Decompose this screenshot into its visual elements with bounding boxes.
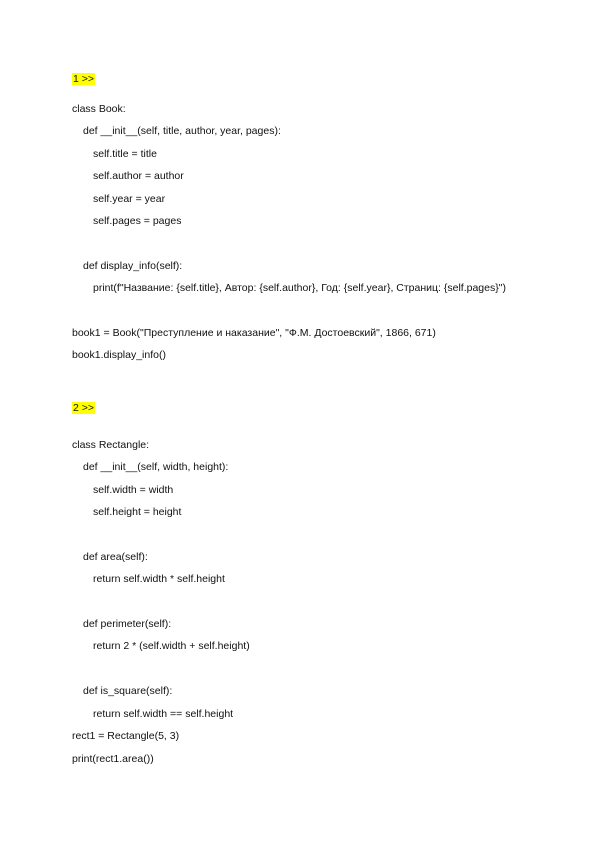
code-line: return self.width * self.height: [93, 573, 225, 585]
code-line: return self.width == self.height: [93, 708, 234, 720]
code-line: class Rectangle:: [72, 439, 150, 451]
code-line: def display_info(self):: [83, 260, 183, 272]
code-line: self.year = year: [93, 193, 166, 205]
section-marker-1: [72, 73, 95, 85]
code-line: book1.display_info(): [72, 349, 166, 361]
code-line: class Book:: [72, 103, 126, 115]
section-marker-highlight: 2 >>: [73, 402, 95, 414]
code-line: def __init__(self, title, author, year, pages):: [83, 125, 281, 137]
code-line: print(rect1.area()): [72, 753, 154, 765]
code-line: def area(self):: [83, 551, 148, 563]
code-line: def is_square(self):: [83, 685, 173, 697]
code-line: return 2 * (self.width + self.height): [93, 640, 250, 652]
code-line: self.pages = pages: [93, 215, 182, 227]
code-line: rect1 = Rectangle(5, 3): [72, 730, 180, 742]
code-line: def __init__(self, width, height):: [83, 461, 229, 473]
code-line: self.width = width: [93, 484, 174, 496]
code-line: print(f"Название: {self.title}, Автор: {self.author}, Год: {self.year}, Страниц: {self.pages}"): [93, 282, 506, 294]
code-line: def perimeter(self):: [83, 618, 172, 630]
code-line: self.title = title: [93, 148, 157, 160]
code-line: self.author = author: [93, 170, 184, 182]
section-marker-highlight: 1 >>: [73, 73, 95, 85]
code-line: self.height = height: [93, 506, 182, 518]
code-line: book1 = Book("Преступление и наказание", "Ф.М. Достоевский", 1866, 671): [72, 327, 436, 339]
section-marker-2: [72, 402, 95, 414]
